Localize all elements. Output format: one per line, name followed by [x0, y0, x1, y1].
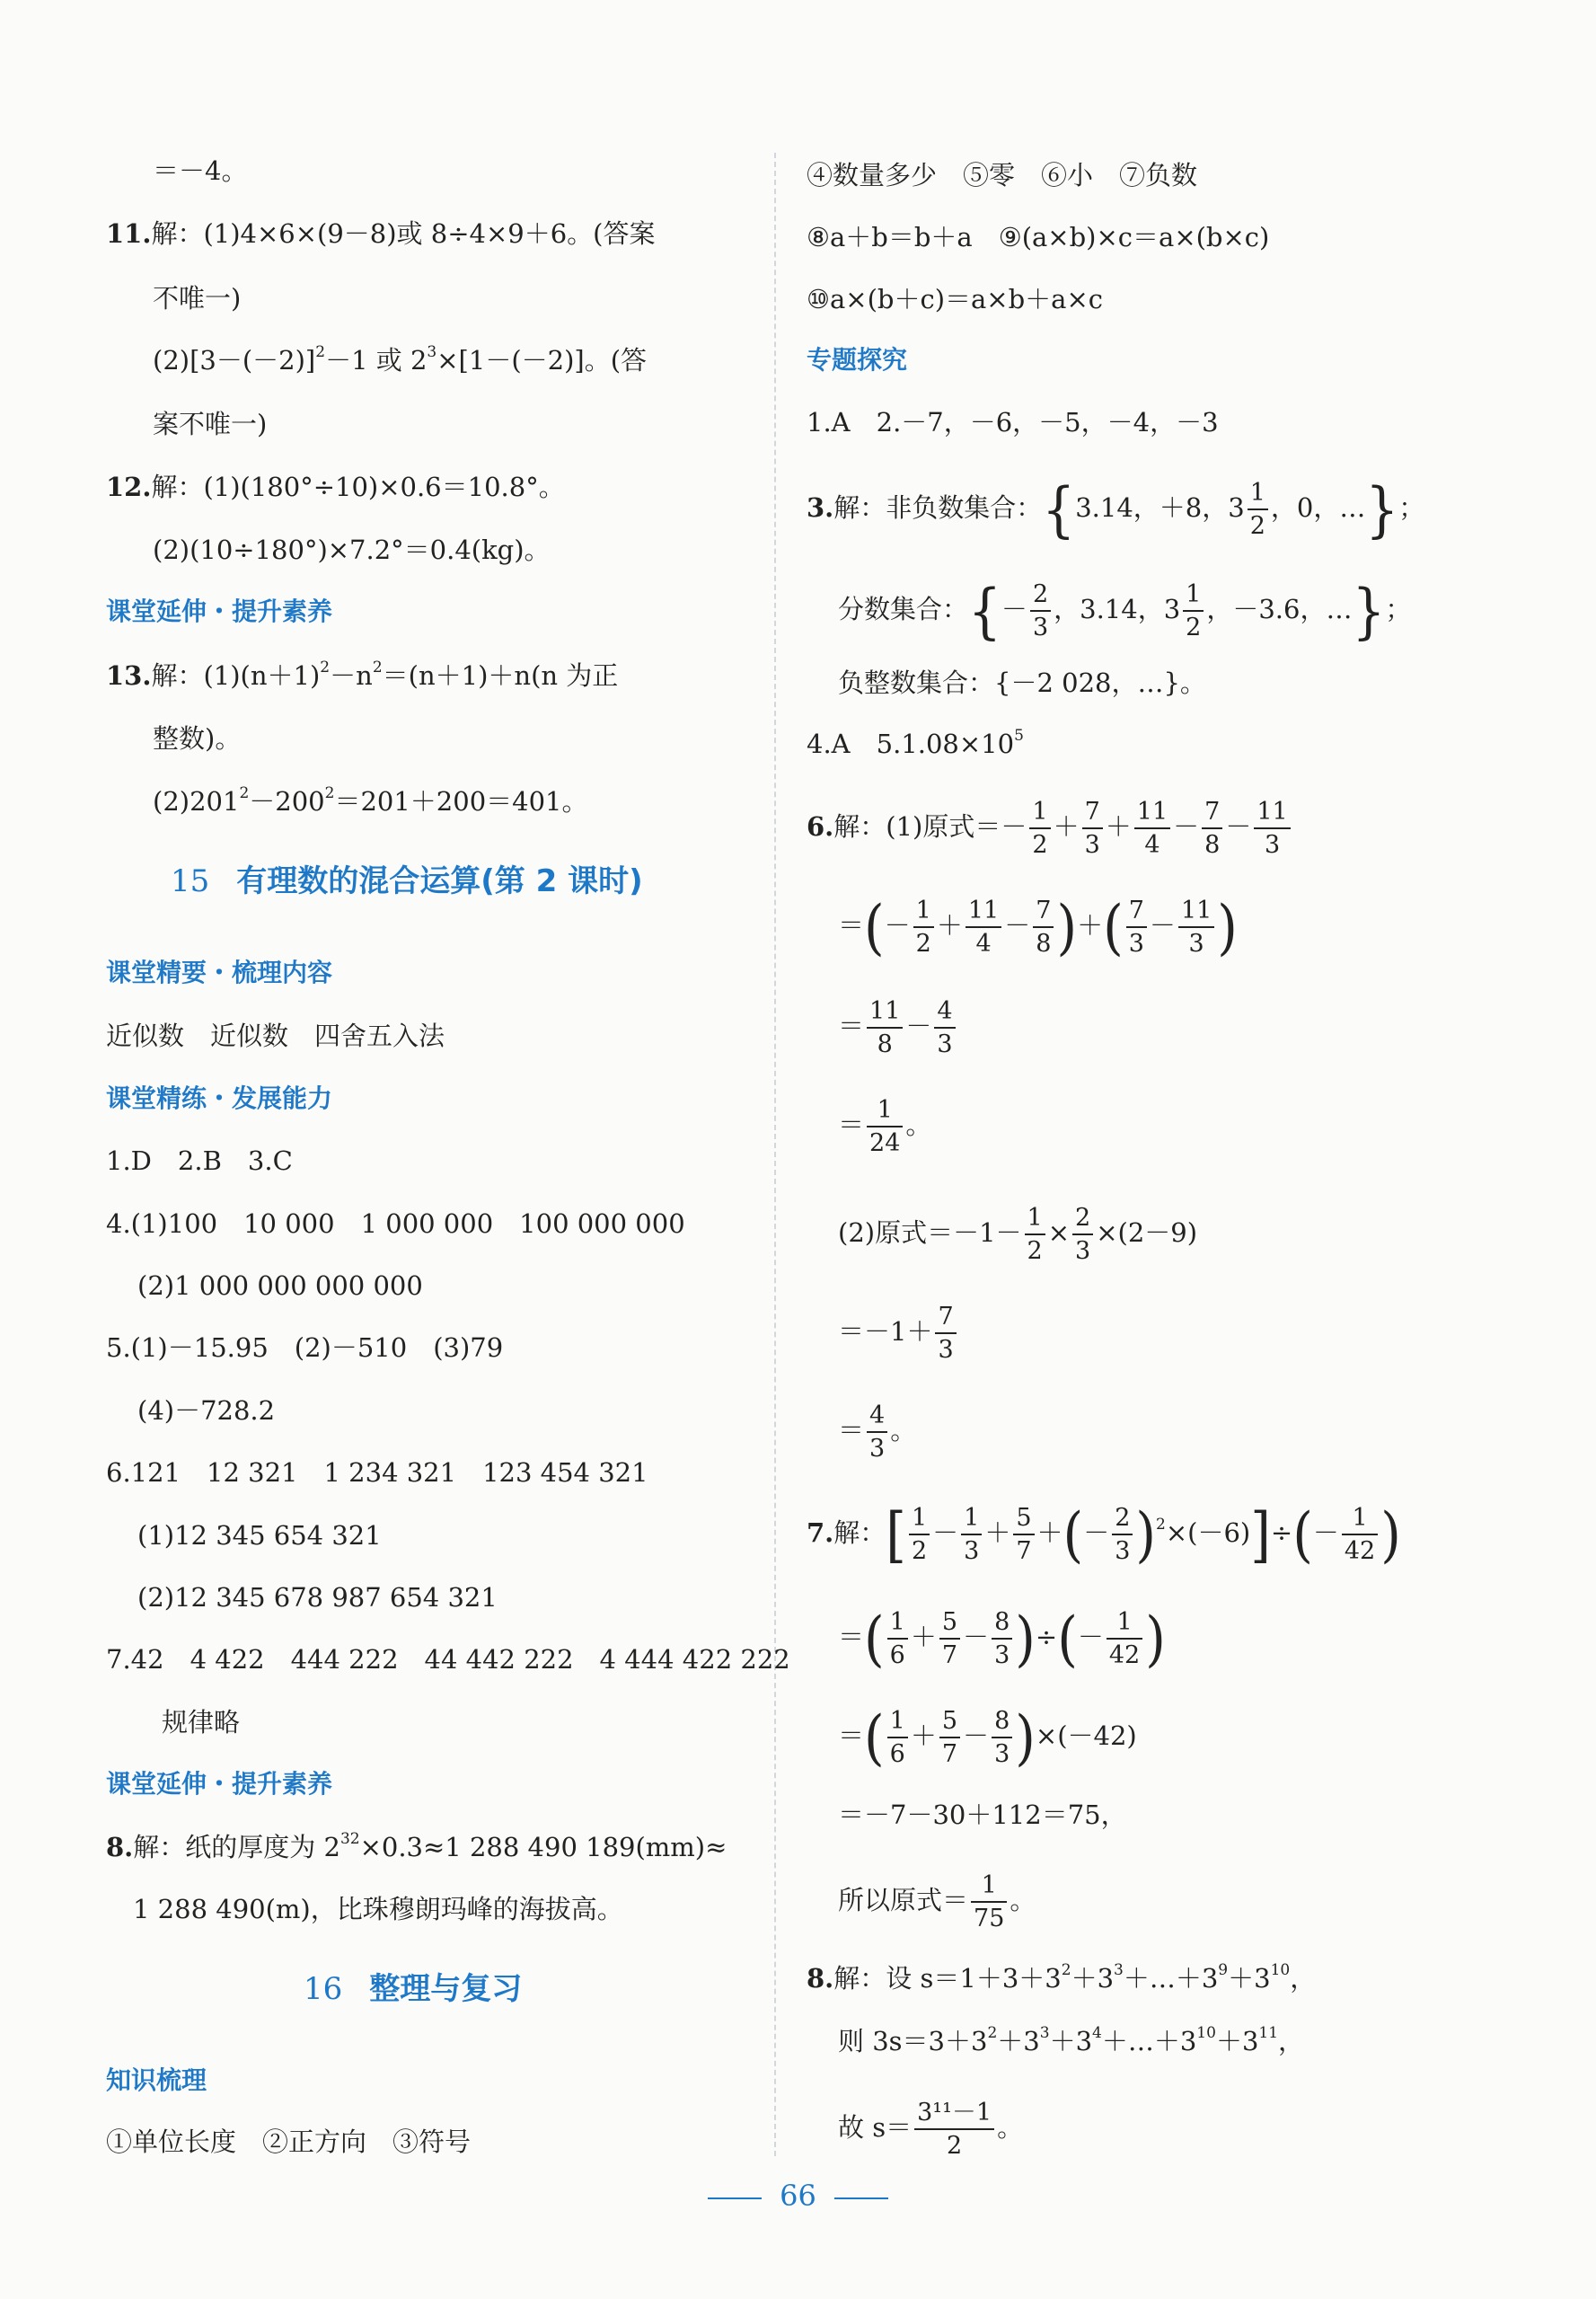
- question-8: 8.解：设 $s=1+3+3^2+3^3+\dots+3^9+3^{10}$，: [807, 1961, 1317, 1994]
- question-4: 4.(1)100 10 000 1 000 000 100 000 000: [106, 1208, 685, 1239]
- question-6: 6.121 12 321 1 234 321 123 454 321: [106, 1457, 648, 1488]
- text-line: 分数集合：{－ $\frac{2}{3}$ ，3.14，3 $\frac{1}{2}$ ，－3.6，…}；: [838, 575, 1412, 647]
- section-heading: 课堂延伸・提升素养: [106, 597, 333, 626]
- lesson-title-15: 15 有理数的混合运算(第 2 课时): [171, 863, 643, 899]
- page-number: 66: [0, 2179, 1596, 2213]
- text-line: ①单位长度 ②正方向 ③符号: [106, 2127, 472, 2157]
- text-line: (1)12 345 654 321: [137, 1520, 382, 1551]
- column-divider: [774, 153, 776, 2156]
- text-line: (2)原式＝－1－ $\frac{1}{2}$ × $\frac{2}{3}$ ×(2－9): [838, 1204, 1198, 1265]
- question-7: 7.42 4 422 444 222 44 442 222 4 444 422 222: [106, 1644, 790, 1675]
- text-line: 故 s＝ $\frac{\text{3¹¹－1}}{2}$ 。: [838, 2099, 1024, 2160]
- answers-1-3: 1.D 2.B 3.C: [106, 1145, 293, 1176]
- text-line: ⑧a＋b＝b＋a ⑨(a×b)×c＝a×(b×c): [807, 222, 1270, 252]
- text-line: ⑩a×(b＋c)＝a×b＋a×c: [807, 284, 1104, 314]
- question-12: 12.解：(1)(180°÷10)×0.6＝10.8°。: [106, 472, 565, 502]
- question-6: 6.解：(1)原式＝－ $\frac{1}{2}$ ＋ $\frac{7}{3}$ ＋ $\frac{11}{4}$ － $\frac{7}{8}$ － $\frac{11}{3}$: [807, 800, 1293, 857]
- section-heading: 课堂精练・发展能力: [106, 1083, 333, 1113]
- text-line: 案不唯一): [153, 409, 268, 439]
- question-13: 13.解：$(1)(n+1)^2-n^2=(n+1)+n(n$ 为正: [106, 659, 619, 691]
- text-line: ④数量多少 ⑤零 ⑥小 ⑦负数: [807, 160, 1198, 190]
- text-line: ＝( $\frac{1}{6}$ ＋ $\frac{5}{7}$ － $\frac{8}{3}$ )÷(－ $\frac{1}{42}$ ): [838, 1603, 1166, 1675]
- text-line: 所以原式＝ $\frac{1}{75}$ 。: [838, 1871, 1036, 1932]
- question-11: 11.解：(1)4×6×(9－8)或 8÷4×9＋6。(答案: [106, 218, 656, 249]
- text-line: ＝( $\frac{1}{6}$ ＋ $\frac{5}{7}$ － $\frac{8}{3}$ )×(－42): [838, 1702, 1137, 1773]
- answers-4-5: 4.A $5.1.08\times 10^5$: [807, 727, 1024, 759]
- question-3: 3.解：非负数集合：{3.14，＋8，3 $\frac{1}{2}$ ，0，…}；: [807, 473, 1425, 545]
- text-line: (4)－728.2: [137, 1395, 276, 1426]
- question-5: 5.(1)－15.95 (2)－510 (3)79: [106, 1332, 504, 1363]
- text-line: ＝ $\frac{1}{24}$ 。: [838, 1096, 932, 1157]
- text-line: $(2)201^2-200^2=201+200=401$。: [153, 784, 588, 817]
- text-line: ＝－7－30＋112＝75，: [838, 1799, 1127, 1830]
- text-line: (2)(10÷180°)×7.2°＝0.4(kg)。: [153, 535, 551, 565]
- text-line: ＝(－ $\frac{1}{2}$ ＋ $\frac{11}{4}$ － $\frac{7}{8}$ )＋( $\frac{7}{3}$ － $\frac{11}{3}$ ): [838, 891, 1238, 963]
- text-line: ＝－1＋ $\frac{7}{3}$: [838, 1304, 959, 1362]
- text-line: 近似数 近似数 四舍五入法: [106, 1021, 445, 1051]
- text-line: $(2)[3-(-2)]^2-1$ 或 $2^3\times[1-(-2)]$。(答: [153, 343, 648, 376]
- text-line: 1 288 490(m)，比珠穆朗玛峰的海拔高。: [133, 1894, 623, 1924]
- text-line: (2)12 345 678 987 654 321: [137, 1582, 498, 1613]
- text-line: 规律略: [162, 1707, 241, 1738]
- section-heading: 课堂精要・梳理内容: [106, 958, 333, 987]
- answers-1-2: 1.A 2.－7，－6，－5，－4，－3: [807, 407, 1219, 438]
- question-7: 7.解：[ $\frac{1}{2}$ － $\frac{1}{3}$ ＋ $\frac{5}{7}$ ＋(－ $\frac{2}{3}$ )$^2$×(－6)]÷(－ $\frac{1}{42}$ ): [807, 1499, 1401, 1570]
- section-heading: 专题探究: [807, 345, 908, 375]
- text-line: (2)1 000 000 000 000: [137, 1270, 423, 1301]
- section-heading: 课堂延伸・提升素养: [106, 1769, 333, 1799]
- text-line: 不唯一): [153, 283, 242, 314]
- section-heading: 知识梳理: [106, 2065, 207, 2095]
- lesson-title-16: 16 整理与复习: [304, 1971, 523, 2007]
- text-line: 则 $3s=3+3^2+3^3+3^4+\dots+3^{10}+3^{11}$，: [838, 2024, 1305, 2056]
- text-line: 整数)。: [153, 723, 242, 754]
- question-8: 8.解：纸的厚度为 $2^{32}\times 0.3\approx 1$ 288 490 189(mm)≈: [106, 1830, 727, 1862]
- text-line: ＝ $\frac{11}{8}$ － $\frac{4}{3}$: [838, 999, 958, 1057]
- text-line: 负整数集合：{－2 028，…}。: [838, 668, 1206, 698]
- text-line: ＝ $\frac{4}{3}$ 。: [838, 1402, 917, 1463]
- text-line: ＝－4。: [153, 155, 248, 186]
